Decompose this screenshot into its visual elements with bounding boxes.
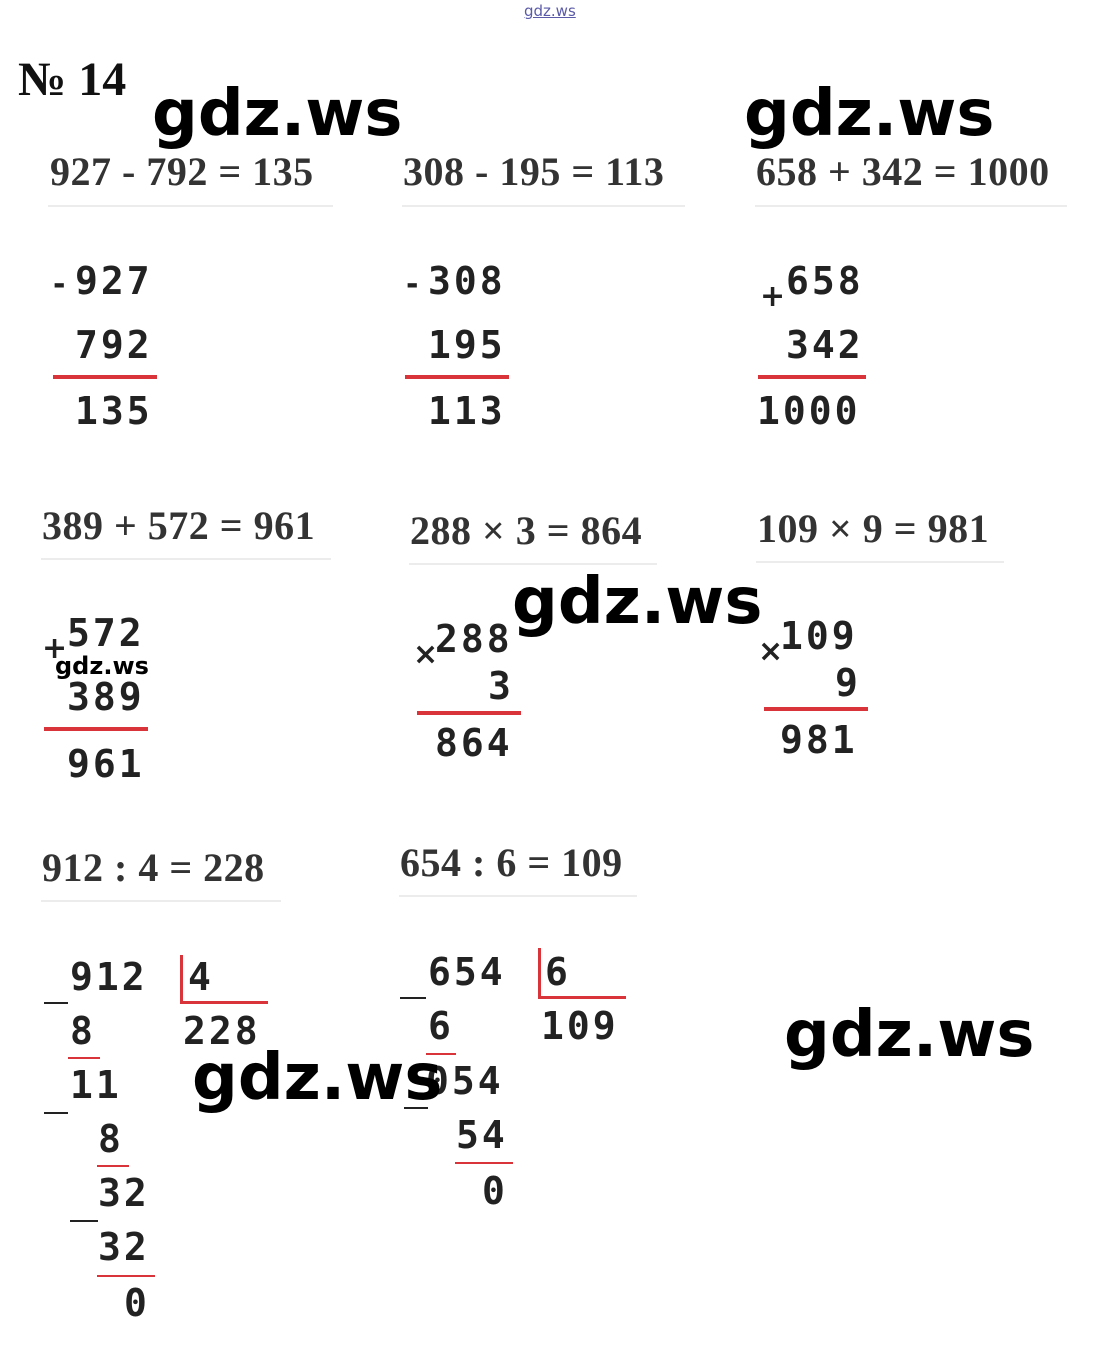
equation-underline (41, 900, 281, 902)
equation-underline (41, 558, 331, 560)
result-line (758, 375, 866, 379)
remainder: 32 (98, 1171, 150, 1215)
subtrahend: 32 (98, 1225, 150, 1269)
subtrahend: 195 (428, 323, 506, 367)
result-line (53, 375, 157, 379)
minuend: 927 (75, 259, 153, 303)
equation-4: 389 + 572 = 961 (42, 503, 316, 548)
equation-6: 109 × 9 = 981 (757, 506, 990, 551)
result: 113 (428, 389, 506, 433)
remainder: 054 (426, 1059, 504, 1103)
minus-sign: - (406, 267, 419, 302)
step-line (97, 1165, 129, 1167)
result-line (764, 707, 868, 711)
subtrahend: 8 (98, 1117, 124, 1161)
result: 961 (67, 742, 145, 786)
remainder: 0 (482, 1169, 508, 1213)
dividend: 912 (70, 955, 148, 999)
equation-underline (48, 205, 333, 207)
result-line (44, 727, 148, 731)
quotient: 228 (183, 1009, 261, 1053)
step-line (97, 1275, 155, 1277)
result-line (417, 711, 521, 715)
equation-1: 927 - 792 = 135 (50, 149, 314, 194)
watermark: gdz.ws (55, 652, 149, 680)
subtrahend: 54 (456, 1113, 508, 1157)
minus-sign (400, 997, 426, 999)
multiply-sign: × (758, 634, 784, 669)
multiplicand: 109 (780, 614, 858, 658)
minus-sign (70, 1220, 98, 1222)
subtrahend: 6 (428, 1004, 454, 1048)
watermark: gdz.ws (784, 998, 1035, 1072)
divisor-bracket (180, 955, 183, 1003)
minus-sign: - (53, 267, 66, 302)
step-line (68, 1057, 100, 1059)
multiplier: 3 (488, 664, 514, 708)
watermark: gdz.ws (192, 1041, 443, 1115)
divisor-bracket (538, 948, 541, 998)
subtrahend: 8 (70, 1009, 96, 1053)
divisor: 4 (188, 955, 214, 999)
watermark: gdz.ws (512, 565, 763, 639)
equation-underline (756, 561, 1004, 563)
watermark: gdz.ws (152, 77, 403, 151)
result: 864 (435, 721, 513, 765)
watermark: gdz.ws (744, 77, 995, 151)
result: 981 (780, 718, 858, 762)
top-link[interactable]: gdz.ws (524, 2, 576, 20)
equation-2: 308 - 195 = 113 (403, 149, 665, 194)
minus-sign (44, 1112, 68, 1114)
equation-underline (399, 895, 637, 897)
divisor-bracket (538, 996, 626, 999)
equation-underline (402, 205, 685, 207)
multiplicand: 288 (435, 617, 513, 661)
dividend: 654 (428, 950, 506, 994)
equation-3: 658 + 342 = 1000 (756, 149, 1050, 194)
minus-sign (44, 1002, 68, 1004)
exercise-number: № 14 (18, 53, 127, 106)
addend-2: 342 (786, 323, 864, 367)
result: 1000 (757, 389, 861, 433)
minuend: 308 (428, 259, 506, 303)
result: 135 (75, 389, 153, 433)
plus-sign: + (42, 631, 68, 666)
result-line (405, 375, 509, 379)
subtrahend: 792 (75, 323, 153, 367)
addend-1: 572 (67, 611, 145, 655)
multiplier: 9 (835, 661, 861, 705)
equation-8: 654 : 6 = 109 (400, 840, 623, 885)
multiply-sign: × (413, 637, 439, 672)
equation-5: 288 × 3 = 864 (410, 508, 643, 553)
divisor-bracket (180, 1001, 268, 1004)
addend-1: 658 (786, 259, 864, 303)
addend-2: 389 (67, 675, 145, 719)
plus-sign: + (760, 279, 786, 314)
step-line (455, 1162, 513, 1164)
equation-underline (755, 205, 1067, 207)
quotient: 109 (541, 1004, 619, 1048)
equation-7: 912 : 4 = 228 (42, 845, 265, 890)
remainder: 0 (124, 1281, 150, 1325)
divisor: 6 (545, 950, 571, 994)
remainder: 11 (70, 1063, 122, 1107)
